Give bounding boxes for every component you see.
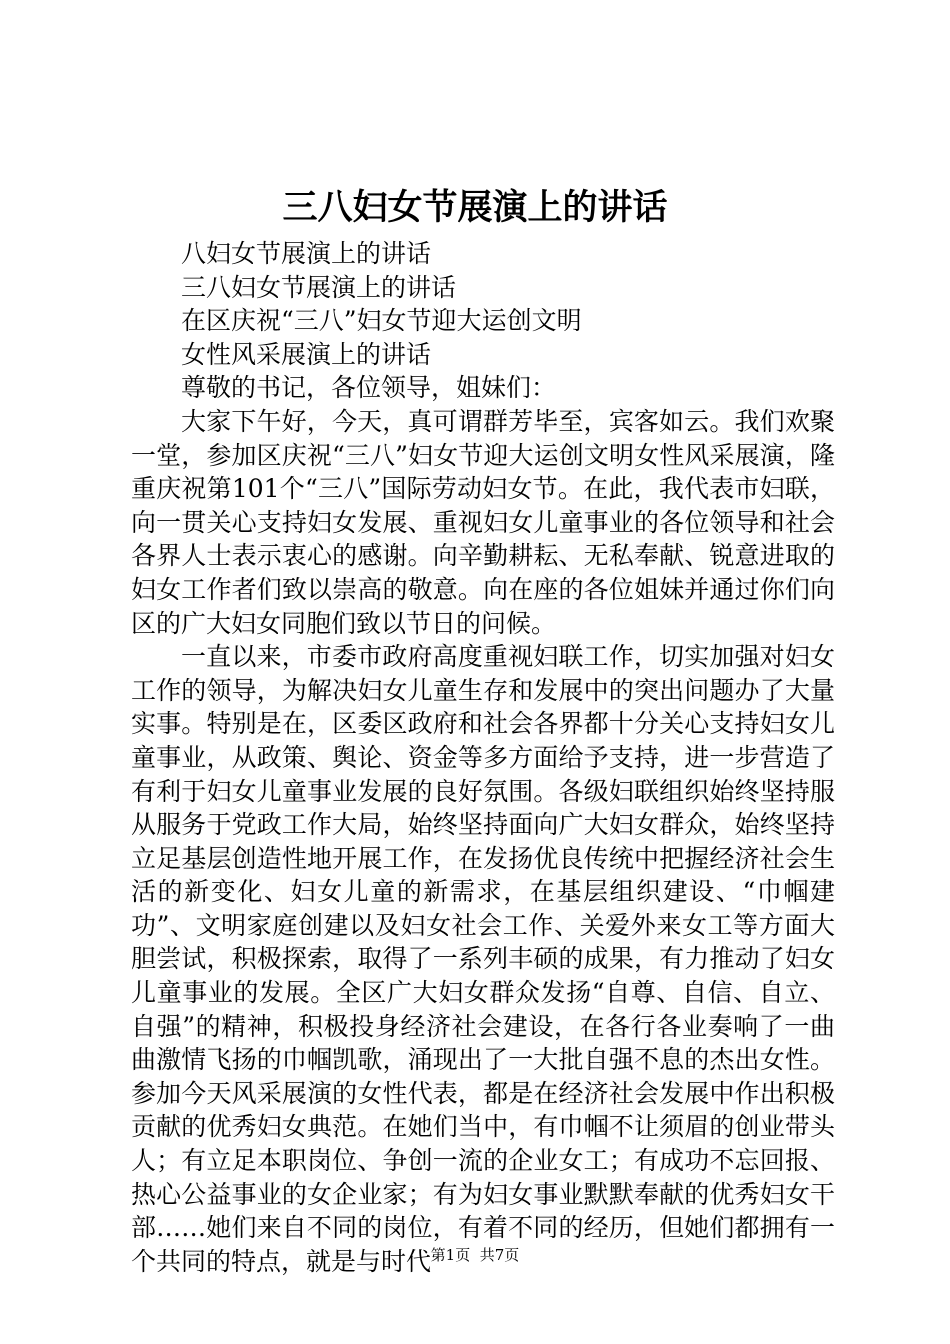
- body-paragraph: 大家下午好，今天，真可谓群芳毕至，宾客如云。我们欢聚一堂，参加区庆祝“三八”妇女节迎大运创文明女性风采展演，隆重庆祝第101个“三八”国际劳动妇女节。在此，我代表市妇联，向一贯关心支持妇女发展、重视妇女儿童事业的各位领导和社会各界人士表示衷心的感谢。向辛勤耕耘、无私奉献、锐意进取的妇女工作者们致以崇高的敬意。向在座的各位姐妹并通过你们向区的广大妇女同胞们致以节日的问候。: [131, 406, 835, 638]
- heading-line: 三八妇女节展演上的讲话: [181, 272, 457, 302]
- footer-separator: [470, 1246, 480, 1264]
- page-number: 第1页: [430, 1246, 471, 1264]
- document-body: [131, 237, 835, 1278]
- page-footer: [0, 1244, 950, 1266]
- body-paragraph: 一直以来，市委市政府高度重视妇联工作，切实加强对妇女工作的领导，为解决妇女儿童生存和发展中的突出问题办了大量实事。特别是在，区委区政府和社会各界都十分关心支持妇女儿童事业，从政策、舆论、资金等多方面给予支持，进一步营造了有利于妇女儿童事业发展的良好氛围。各级妇联组织始终坚持服从服务于党政工作大局，始终坚持面向广大妇女群众，始终坚持立足基层创造性地开展工作，在发扬优良传统中把握经济社会生活的新变化、妇女儿童的新需求，在基层组织建设、“巾帼建功”、文明家庭创建以及妇女社会工作、关爱外来女工等方面大胆尝试，积极探索，取得了一系列丰硕的成果，有力推动了妇女儿童事业的发展。全区广大妇女群众发扬“自尊、自信、自立、自强”的精神，积极投身经济社会建设，在各行各业奏响了一曲曲激情飞扬的巾帼凯歌，涌现出了一大批自强不息的杰出女性。参加今天风采展演的女性代表，都是在经济社会发展中作出积极贡献的优秀妇女典范。在她们当中，有巾帼不让须眉的创业带头人；有立足本职岗位、争创一流的企业女工；有成功不忘回报、热心公益事业的女企业家；有为妇女事业默默奉献的优秀妇女干部……她们来自不同的岗位，有着不同的经历，但她们都拥有一个共同的特点，就是与时代: [131, 642, 835, 1276]
- heading-line: 在区庆祝“三八”妇女节迎大运创文明: [181, 306, 582, 336]
- salutation-line: 尊敬的书记，各位领导，姐妹们：: [181, 373, 557, 403]
- document-title: 三八妇女节展演上的讲话: [282, 187, 668, 228]
- heading-line: 女性风采展演上的讲话: [181, 339, 432, 369]
- heading-line: 八妇女节展演上的讲话: [181, 239, 432, 268]
- page-total: 共7页: [479, 1246, 520, 1264]
